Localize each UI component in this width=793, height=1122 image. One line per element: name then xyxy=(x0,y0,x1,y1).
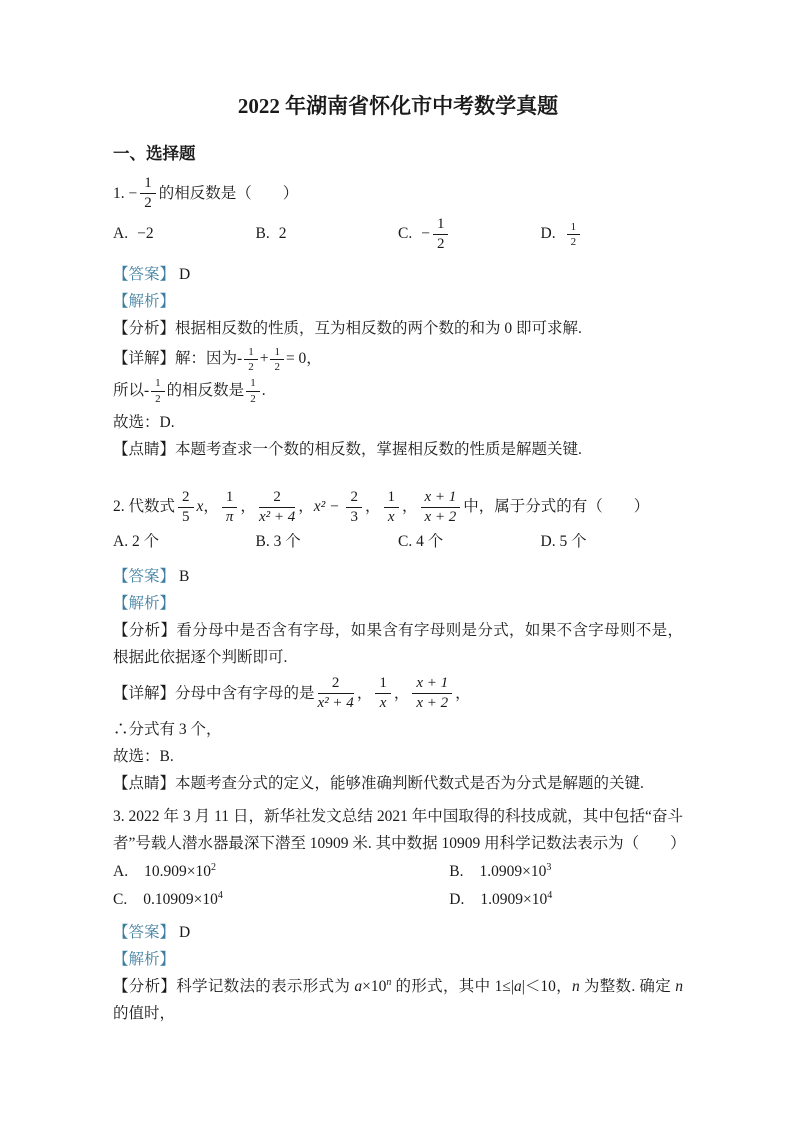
question-2-stem xyxy=(113,489,683,526)
expression: x² − xyxy=(313,498,344,516)
spacer xyxy=(113,463,683,485)
variable-a: a xyxy=(513,978,522,996)
comma: ， xyxy=(240,498,256,516)
option-a: A. −2 xyxy=(113,225,154,243)
exponent: 4 xyxy=(547,889,553,901)
comma: ， xyxy=(203,498,219,516)
fenxi-marker: 【分析】 xyxy=(113,978,177,996)
comma: ， xyxy=(364,498,381,516)
answer-letter: D xyxy=(179,265,191,283)
exponent: 2 xyxy=(210,861,216,873)
question-3 xyxy=(113,803,686,1027)
fraction: 1 2 xyxy=(151,377,165,405)
text-run: 解：因为- xyxy=(175,350,243,368)
text-run: 分母中含有字母的是 xyxy=(175,684,315,702)
text-run: = 0， xyxy=(285,350,322,368)
jiexi-line xyxy=(113,590,683,617)
option-d: D. $1.0909\times 10^4$ xyxy=(449,889,553,909)
minus-sign: − xyxy=(128,184,138,202)
xiangjie-marker: 【详解】 xyxy=(113,350,176,368)
fenxi-line: 【分析】科学记数法的表示形式为 $a\times 10^n$ 的形式，其中 1≤|a|＜10，n 为整数. 确定 n 的值时， xyxy=(113,976,683,1023)
question-1-options xyxy=(113,216,683,253)
jiexi-line xyxy=(113,288,683,315)
text-run: 所以- xyxy=(113,382,150,400)
variable-a: a xyxy=(354,978,363,996)
fraction: 2 5 xyxy=(178,489,194,526)
option-d: D. 5 个 xyxy=(540,533,587,551)
answer-letter: B xyxy=(179,568,190,586)
dianjing-marker: 【点睛】 xyxy=(113,775,176,793)
option-c: C. 4 个 xyxy=(398,533,444,551)
answer-line xyxy=(113,261,683,288)
question-2-options xyxy=(113,529,683,555)
option-b: B. 2 xyxy=(255,225,287,243)
fraction: 2 x² + 4 xyxy=(317,675,354,712)
comma: ， xyxy=(356,684,373,702)
fenxi-line: 【分析】看分母中是否含有字母，如果含有字母则是分式，如果不含字母则不是，根据此依据逐个判断即可. xyxy=(113,622,683,667)
exponent: 4 xyxy=(217,889,223,901)
text-run: . xyxy=(261,382,266,400)
answer-marker: 【答案】 xyxy=(113,265,176,283)
variable-n: n xyxy=(571,978,580,996)
option-b: B. $1.0909\times 10^3$ xyxy=(449,861,552,881)
jiexi-marker: 【解析】 xyxy=(113,595,176,613)
option-a: A. $10.909\times 10^2$ xyxy=(113,861,216,881)
comma: ， xyxy=(393,684,410,702)
answer-line xyxy=(113,919,683,946)
question-1 xyxy=(113,175,683,462)
exponent-n: n xyxy=(386,976,392,988)
xiangjie-marker: 【详解】 xyxy=(113,684,176,702)
exponent: 3 xyxy=(546,861,552,873)
jiexi-marker: 【解析】 xyxy=(113,951,176,969)
question-1-stem xyxy=(113,175,683,212)
fraction: $\frac{1}{2}$ xyxy=(567,221,581,249)
fraction: $\frac{1}{2}$ xyxy=(140,175,156,212)
comma: ， xyxy=(298,498,314,516)
choose-line: 故选：B. xyxy=(113,748,174,766)
variable-n: n xyxy=(675,978,683,996)
fenxi-line: 【分析】根据相反数的性质，互为相反数的两个数的和为 0 即可求解. xyxy=(113,319,582,337)
dianjing-marker: 【点睛】 xyxy=(113,440,176,458)
conclusion-line: ∴分式有 3 个， xyxy=(113,721,222,739)
answer-marker: 【答案】 xyxy=(113,924,176,942)
detail-line-2 xyxy=(113,377,683,405)
xiangjie-line xyxy=(113,346,683,374)
answer-line xyxy=(113,563,683,590)
text-run: 的相反数是（ ） xyxy=(158,184,299,202)
fraction: 1 x xyxy=(384,489,400,526)
comma: ， xyxy=(455,684,471,702)
question-3-options xyxy=(113,859,683,913)
question-number: 1. xyxy=(113,184,125,202)
choose-line: 故选：D. xyxy=(113,413,175,431)
fraction: 1 π xyxy=(222,489,238,526)
option-d: D. $\frac{1}{2}$ xyxy=(541,221,684,249)
fraction: 2 x² + 4 xyxy=(258,488,296,525)
option-b: B. 3 个 xyxy=(255,533,301,551)
answer-marker: 【答案】 xyxy=(113,568,176,586)
fraction: x + 1 x + 2 xyxy=(421,489,461,526)
answer-letter: D xyxy=(179,924,191,942)
jiexi-line xyxy=(113,946,683,973)
text-run: 中，属于分式的有（ ） xyxy=(463,498,650,516)
fraction: 1 2 xyxy=(244,346,258,374)
fenxi-marker: 【分析】 xyxy=(113,622,177,640)
dianjing-line: 【点睛】本题考查分式的定义，能够准确判断代数式是否为分式是解题的关键. xyxy=(113,775,644,793)
section-heading: 一、选择题 xyxy=(113,144,196,164)
text-run: 代数式 xyxy=(128,498,176,516)
fraction: $\frac{2}{3}$ xyxy=(346,489,362,526)
fraction: x + 1 x + 2 xyxy=(412,675,452,712)
fraction: $\frac{1}{2}$ xyxy=(270,346,284,374)
page-title: 2022 年湖南省怀化市中考数学真题 xyxy=(237,94,559,118)
fraction: $\frac{1}{2}$ xyxy=(433,216,449,253)
dianjing-line: 【点睛】本题考查求一个数的相反数，掌握相反数的性质是解题关键. xyxy=(113,440,582,458)
xiangjie-line xyxy=(113,675,683,712)
fenxi-marker: 【分析】 xyxy=(113,319,176,337)
option-c: C. − $\frac{1}{2}$ xyxy=(398,216,541,253)
question-3-stem: 3. 2022 年 3 月 11 日，新华社发文总结 2021 年中国取得的科技成就，其中包括“奋斗者”号载人潜水器最深下潜至 10909 米. 其中数据 10909 用科学记数法表示为（ ） xyxy=(113,808,686,853)
variable-x: x xyxy=(196,498,204,516)
question-number: 2. xyxy=(113,498,125,516)
jiexi-marker: 【解析】 xyxy=(113,292,176,310)
fraction: 1 2 xyxy=(246,377,260,405)
option-a: A. 2 个 xyxy=(113,533,160,551)
question-2 xyxy=(113,489,683,797)
plus-sign: + xyxy=(259,350,269,368)
comma: ， xyxy=(402,498,418,516)
fraction: 1 x xyxy=(375,675,391,712)
option-c: C. $0.10909\times 10^4$ xyxy=(113,889,223,909)
text-run: 的相反数是 xyxy=(166,382,245,400)
